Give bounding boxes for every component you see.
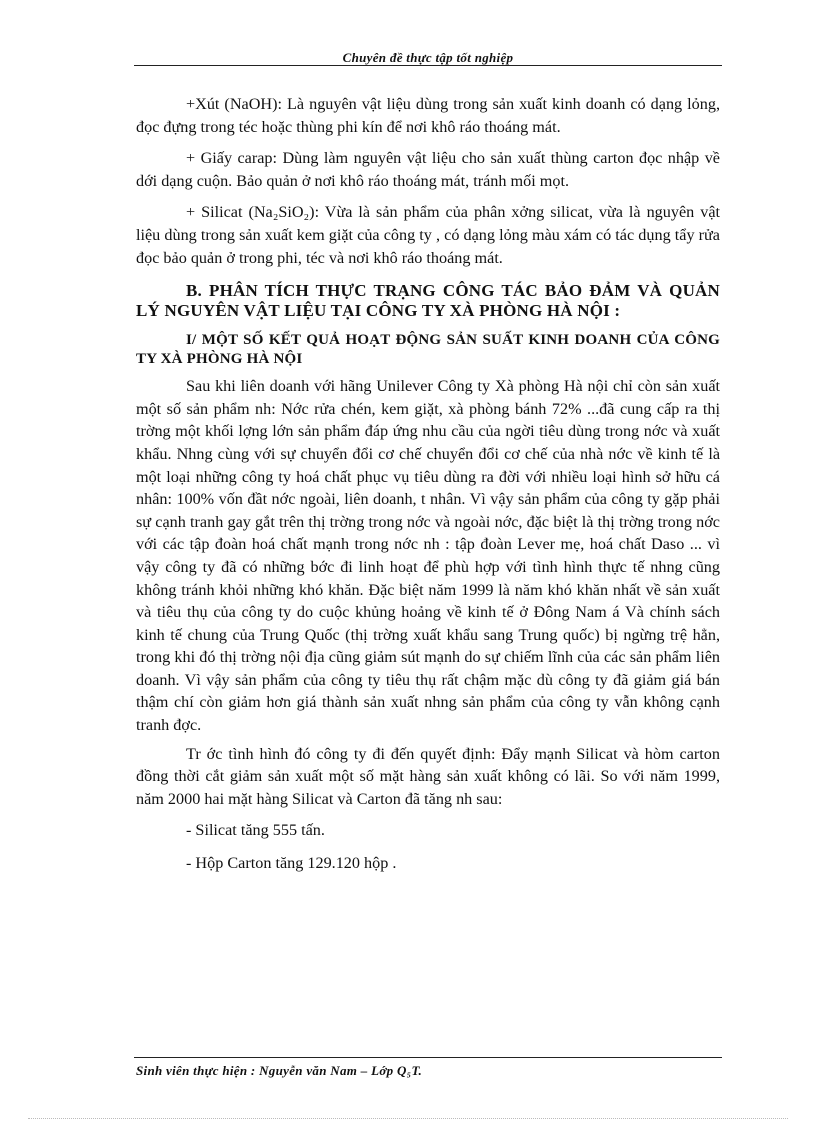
section-b-heading: B. PHÂN TÍCH THỰC TRẠNG CÔNG TÁC BẢO ĐẢM VÀ QUẢN LÝ NGUYÊN VẬT LIỆU TẠI CÔNG TY XÀ PHÒNG HÀ NỘI :	[136, 281, 720, 321]
footer-divider	[134, 1057, 722, 1058]
page-footer: Sinh viên thực hiện : Nguyễn văn Nam – Lớp Q₅T.	[136, 1063, 423, 1078]
list-item-carton: - Hộp Carton tăng 129.120 hộp .	[186, 854, 397, 873]
page-body	[136, 93, 720, 885]
section-i-heading: I/ MỘT SỐ KẾT QUẢ HOẠT ĐỘNG SẢN SUẤT KINH DOANH CỦA CÔNG TY XÀ PHÒNG HÀ NỘI	[136, 332, 720, 368]
list-item-silicat: - Silicat tăng 555 tấn.	[186, 821, 325, 840]
page-bottom-border	[28, 1118, 788, 1119]
page-header: Chuyên đề thực tập tốt nghiệp	[342, 50, 514, 65]
paragraph-naoh: +Xút (NaOH): Là nguyên vật liệu dùng trong sản xuất kinh doanh có dạng lỏng, đọc đựng trong téc hoặc thùng phi kín để nơi khô ráo thoáng mát.	[136, 95, 720, 136]
paragraph-silicat: + Silicat (Na₂SiO₂): Vừa là sản phẩm của phân xởng silicat, vừa là nguyên vật liệu dùng trong sản xuất kem giặt của công ty , có dạng lỏng màu xám có tác dụng tẩy rửa đọc bảo quản ở trong phi, téc và nơi khô ráo thoáng mát.	[136, 203, 720, 267]
paragraph-business-results: Sau khi liên doanh với hãng Unilever Công ty Xà phòng Hà nội chỉ còn sản xuất một số sản phẩm nh: Nớc rửa chén, kem giặt, xà phòng bánh 72% ...đã cung cấp ra thị trờng một khối lợng lớn sản phẩm đáp ứng nhu cầu của ngời tiêu dùng trong nớc và xuất khẩu. Nhng cùng với sự chuyển đổi cơ chế chuyển đổi cơ chế của nhà nớc về kinh tế là một loại những công ty hoá chất phục vụ tiêu dùng ra đời với nhiều loại hình sở hữu cá nhân: 100% vốn đầt nớc ngoài, liên doanh, t nhân. Vì vậy sản phẩm của công ty gặp phải sự cạnh tranh gay gắt trên thị trờng trong nớc và ngoài nớc, đặc biệt là thị trờng trong nớc với các tập đoàn hoá chất mạnh trong nớc nh : tập đoàn Lever mẹ, hoá chất Daso ... vì vậy công ty đã có những bớc đi linh hoạt để phù hợp với tình hình thực tế nhng cũng không tránh khỏi những khó khăn. Đặc biệt năm 1999 là năm khó khăn nhất về sản xuất và tiêu thụ của công ty do cuộc khủng hoảng về kinh tế ở Đông Nam á Và chính sách kinh tế chung của Trung Quốc (thị trờng xuất khẩu sang Trung quốc) bị ngừng trệ hẳn, trong khi đó thị trờng nội địa cũng giảm sút mạnh do sự chiếm lĩnh của các sản phẩm liên doanh. Vì vậy sản phẩm của công ty tiêu thụ rất chậm mặc dù công ty đã giảm giá bán thậm chí còn giảm hơn giá thành sản xuất nhng sản phẩm của công ty vẫn không cạnh tranh đợc.	[136, 377, 720, 735]
header-divider	[134, 65, 722, 66]
paragraph-company-decision: Tr ớc tình hình đó công ty đi đến quyết định: Đẩy mạnh Silicat và hòm carton đồng thời cắt giảm sản xuất một số mặt hàng sản xuất không có lãi. So với năm 1999, năm 2000 hai mặt hàng Silicat và Carton đã tăng nh sau:	[136, 744, 720, 808]
paragraph-giay-carap: + Giấy carap: Dùng làm nguyên vật liệu cho sản xuất thùng carton đọc nhập về dới dạng cuộn. Bảo quản ở nơi khô ráo thoáng mát, tránh mối mọt.	[136, 149, 720, 190]
